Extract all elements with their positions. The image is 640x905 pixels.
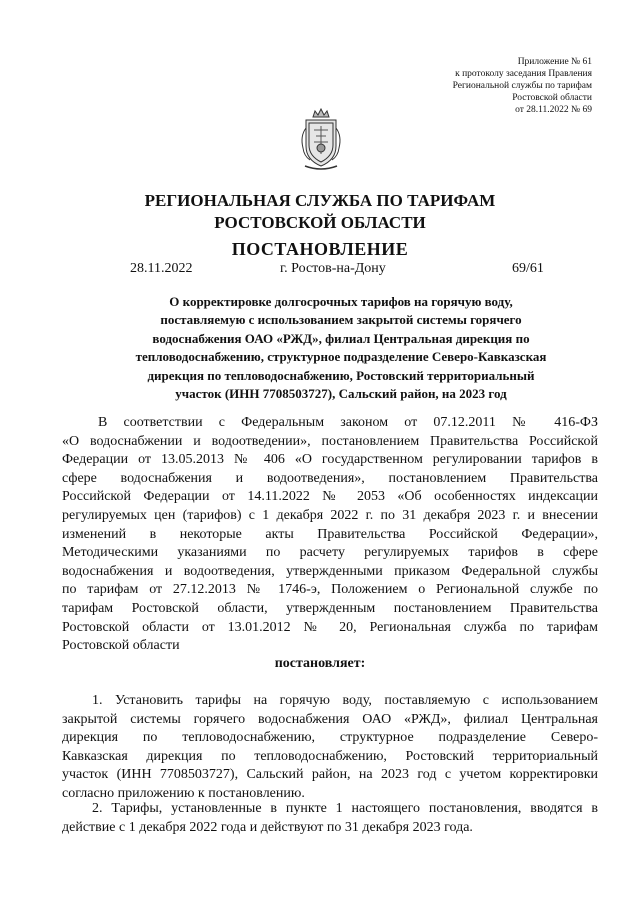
preamble-line: водоснабжения и водоотведения, утвержденными приказом Федеральной службы [62, 563, 598, 579]
preamble-line: Российской Федерации от 14.11.2022 № 2053 «Об особенностях индексации [62, 489, 598, 505]
organization-title [0, 190, 640, 234]
subject-line: О корректировке долгосрочных тарифов на горячую воду, [169, 294, 513, 309]
coat-of-arms-icon [298, 108, 344, 174]
appendix-note [453, 56, 592, 116]
item-line: действие с 1 декабря 2022 года и действуют по 31 декабря 2023 года. [62, 819, 473, 835]
preamble-line: регулируемых цен (тарифов) с 1 декабря 2022 г. по 31 декабря 2023 г. и внесении [62, 507, 598, 523]
item-line: участок (ИНН 7708503727), Сальский район, на 2023 год с учетом корректировки [62, 767, 598, 783]
appendix-line: от 28.11.2022 № 69 [515, 105, 592, 115]
preamble-line: сфере водоснабжения и водоотведения», постановлением Правительства [62, 470, 598, 486]
document-date: 28.11.2022 [130, 261, 193, 276]
item-line: 1. Установить тарифы на горячую воду, поставляемую с использованием [92, 693, 598, 708]
document-type: ПОСТАНОВЛЕНИЕ [231, 239, 409, 259]
item-line: Кавказская дирекция по тепловодоснабжению, Ростовский территориальный [62, 748, 598, 764]
coat-of-arms-drawing [298, 108, 344, 174]
organization-title-line: РЕГИОНАЛЬНАЯ СЛУЖБА ПО ТАРИФАМ [144, 191, 496, 210]
document-number: 69/61 [512, 261, 544, 276]
preamble-line: тарифам Ростовской области, утвержденным постановлением Правительства [62, 600, 598, 616]
preamble-line: Методическими указаниями по расчету регулируемых тарифов в сфере [62, 545, 598, 561]
document-subject [100, 293, 582, 403]
preamble-line: Ростовской области [62, 638, 180, 654]
appendix-line: Региональной службы по тарифам [452, 81, 592, 91]
preamble-line: Ростовской области от 13.01.2012 № 20, Региональная служба по тарифам [62, 619, 598, 635]
subject-line: участок (ИНН 7708503727), Сальский район, на 2023 год [175, 386, 507, 402]
subject-line: тепловодоснабжению, структурное подразделение Северо-Кавказская [135, 349, 547, 365]
preamble-line: по тарифам от 27.12.2013 № 1746-э, Положением о Региональной службе по [62, 582, 598, 598]
item-line: согласно приложению к постановлению. [62, 785, 305, 801]
resolves-heading: постановляет: [274, 656, 366, 671]
subject-line: водоснабжения ОАО «РЖД», филиал Центральная дирекция по [152, 330, 530, 346]
preamble-paragraph [62, 414, 598, 656]
appendix-line: Ростовской области [512, 93, 592, 103]
preamble-line: В соответствии с Федеральным законом от 07.12.2011 № 416-ФЗ [98, 415, 598, 430]
resolution-item-1 [62, 692, 598, 804]
preamble-line: изменений в некоторые акты Правительства Российской Федерации», [62, 526, 598, 542]
resolution-item-2 [62, 800, 598, 837]
subject-line: дирекция по тепловодоснабжению, Ростовский территориальный [147, 367, 535, 383]
subject-line: поставляемую с использованием закрытой системы горячего [160, 312, 522, 328]
document-city: г. Ростов-на-Дону [280, 261, 386, 276]
item-line: дирекция по тепловодоснабжению, структурное подразделение Северо- [62, 730, 598, 746]
item-line: закрытой системы горячего водоснабжения ОАО «РЖД», филиал Центральная [62, 711, 598, 727]
organization-title-line: РОСТОВСКОЙ ОБЛАСТИ [214, 213, 426, 232]
appendix-line: к протоколу заседания Правления [455, 69, 592, 79]
item-line: 2. Тарифы, установленные в пункте 1 настоящего постановления, вводятся в [92, 801, 598, 816]
appendix-line: Приложение № 61 [517, 57, 592, 67]
preamble-line: Федерации от 13.05.2013 № 406 «О государственном регулировании тарифов в [62, 452, 598, 468]
preamble-line: «О водоснабжении и водоотведении», постановлением Правительства Российской [62, 433, 598, 449]
